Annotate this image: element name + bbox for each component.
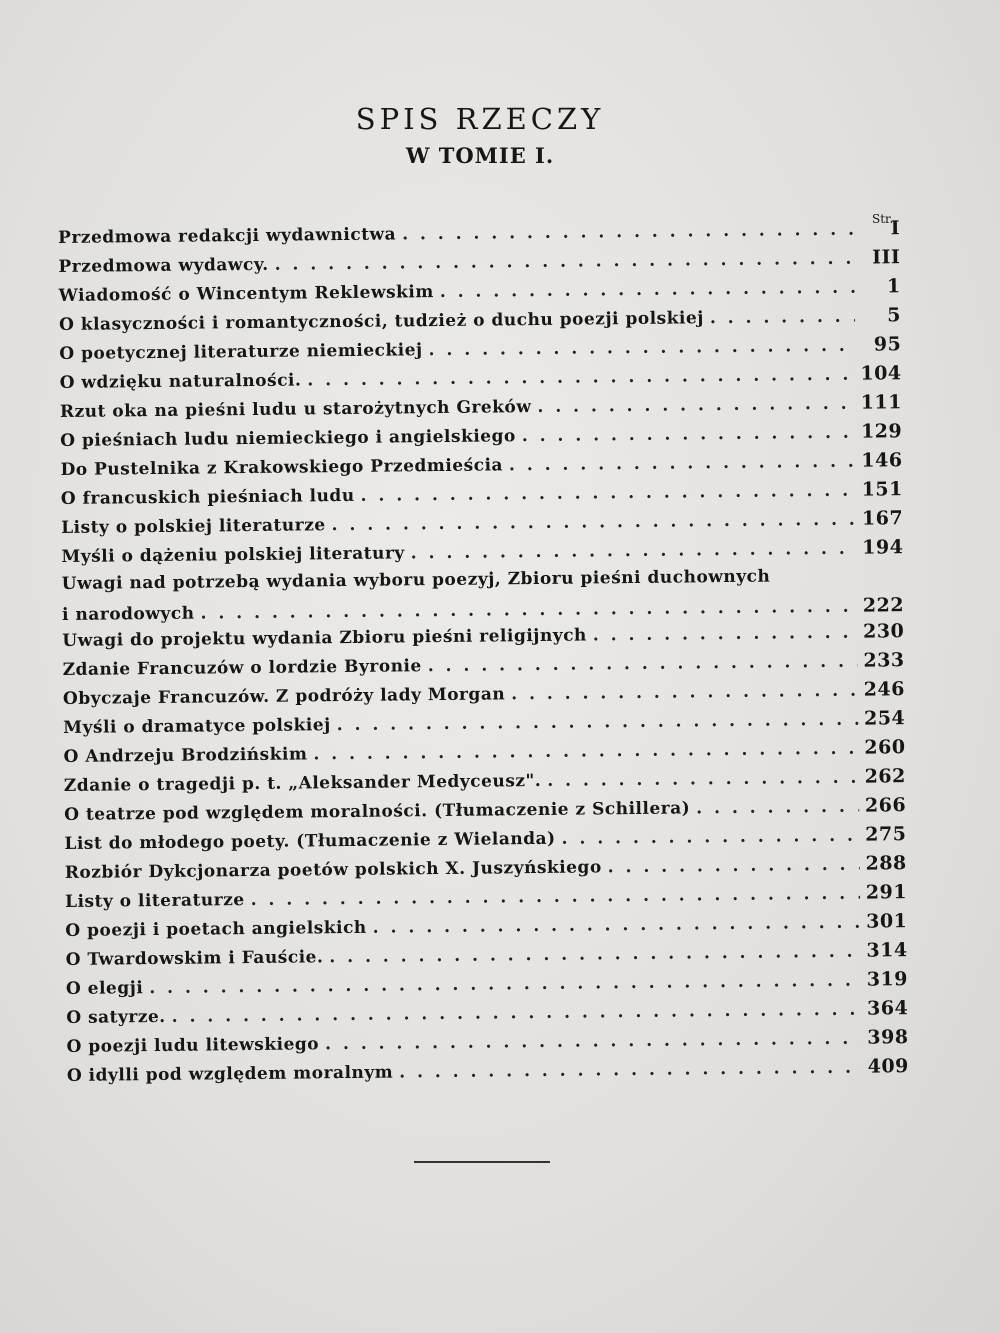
toc-entry-title: Zdanie o tragedji p. t. „Aleksander Medyceusz". [63, 770, 542, 796]
toc-entry-page: 1 [886, 275, 901, 298]
toc-entry-title: Zdanie Francuzów o lordzie Byronie [62, 656, 422, 680]
toc-entry-title: O satyrze. [66, 1006, 166, 1028]
toc-entry-page: 129 [860, 420, 903, 443]
toc-entry-page: 266 [864, 794, 907, 817]
toc-entry-title: Rozbiór Dykcjonarza poetów polskich X. Juszyńskiego [64, 857, 602, 883]
dot-leader [710, 307, 855, 329]
toc-entry-title: O teatrze pod względem moralności. (Tłumaczenie z Schillera) [64, 798, 691, 825]
toc-entry-page: 167 [861, 507, 904, 530]
toc-entry-page: 146 [861, 449, 903, 472]
toc-entry-title: Myśli o dążeniu polskiej literatury [61, 543, 405, 567]
dot-leader [562, 826, 860, 849]
dot-leader [313, 739, 858, 765]
dot-leader [275, 249, 855, 275]
dot-leader [511, 681, 858, 705]
toc-entry-page: 364 [866, 997, 909, 1020]
dot-leader [402, 220, 854, 245]
toc-entry-title: Przedmowa redakcji wydawnictwa [58, 224, 397, 248]
toc-entry-title: Przedmowa wydawcy. [58, 254, 269, 277]
toc-entry-page: 398 [867, 1026, 909, 1049]
table-of-contents [58, 217, 909, 1093]
dot-leader [149, 971, 861, 998]
toc-entry-page: 151 [861, 478, 903, 501]
toc-entry-title: O Andrzeju Brodzińskim [63, 744, 308, 767]
toc-entry-title: O poezji ludu litewskiego [66, 1034, 320, 1057]
toc-entry-page: 288 [865, 852, 907, 875]
end-rule [414, 1161, 550, 1163]
dot-leader [332, 510, 857, 535]
toc-entry-title: O poetycznej literaturze niemieckiej [59, 340, 423, 364]
dot-leader [547, 768, 859, 791]
toc-entry-title: List do młodego poety. (Tłumaczenie z Wielanda) [64, 828, 556, 854]
toc-entry-page: III [872, 246, 901, 269]
toc-entry-title: Listy o polskiej literaturze [61, 515, 326, 538]
toc-entry-title: Listy o literaturze [64, 890, 245, 912]
toc-entry-page: 222 [862, 594, 905, 617]
dot-leader [428, 652, 858, 676]
toc-entry-title: O Twardowskim i Fauście. [65, 947, 324, 970]
toc-entry-title: Uwagi do projektu wydania Zbioru pieśni religijnych [62, 625, 587, 651]
toc-entry-title: Myśli o dramatyce polskiej [63, 715, 331, 738]
dot-leader [537, 394, 855, 417]
toc-entry-page: 104 [860, 362, 902, 385]
dot-leader [200, 597, 857, 624]
toc-entry-title: O klasyczności i romantyczności, tudzież o duchu poezji polskiej [58, 308, 704, 335]
toc-entry-page: 275 [865, 823, 907, 846]
dot-leader [361, 481, 856, 506]
toc-entry-title: O poezji i poetach angielskich [65, 917, 367, 941]
toc-entry-page: 260 [864, 736, 906, 759]
toc-entry-title: Do Pustelnika z Krakowskiego Przedmieścia [60, 455, 504, 480]
toc-entry-title: O elegji [65, 978, 144, 999]
dot-leader [399, 1058, 862, 1083]
toc-entry-page: 246 [863, 678, 906, 701]
toc-entry-page: 230 [863, 620, 905, 643]
toc-entry-page: 409 [867, 1055, 909, 1078]
dot-leader [373, 913, 861, 938]
dot-leader [411, 539, 857, 564]
page-title: SPIS RZECZY [355, 102, 605, 136]
dot-leader [329, 942, 860, 968]
toc-entry-page: 5 [887, 304, 902, 327]
dot-leader [172, 1000, 862, 1027]
toc-entry-page: 194 [862, 536, 904, 559]
dot-leader [325, 1029, 861, 1055]
toc-entry-title: O wdzięku naturalności. [59, 370, 302, 393]
toc-entry-title: O francuskich pieśniach ludu [60, 485, 355, 509]
dot-leader [593, 623, 857, 646]
dot-leader [251, 884, 860, 910]
toc-entry-page: 301 [866, 910, 908, 933]
toc-entry-title: O pieśniach ludu niemieckiego i angielskiego [60, 426, 516, 451]
toc-entry-title: O idylli pod względem moralnym [66, 1062, 394, 1086]
toc-entry-title: i narodowych [61, 603, 195, 625]
toc-entry-page: 95 [873, 333, 902, 356]
toc-entry-page: I [890, 217, 901, 240]
dot-leader [337, 710, 859, 735]
dot-leader [429, 336, 856, 360]
dot-leader [696, 797, 859, 819]
page-subtitle: W TOMIE I. [405, 143, 555, 168]
toc-entry-page: 314 [866, 939, 908, 962]
dot-leader [608, 855, 860, 878]
toc-entry-page: 319 [866, 968, 909, 991]
dot-leader [522, 423, 855, 446]
toc-entry-title: Uwagi nad potrzebą wydania wyboru poezyj, Zbioru pieśni duchownych [61, 566, 771, 594]
toc-entry-page: 254 [863, 707, 906, 730]
toc-entry-page: 233 [863, 649, 905, 672]
dot-leader [440, 278, 855, 302]
toc-entry-page: 291 [865, 881, 908, 904]
page-column-label: Str. [872, 212, 894, 226]
toc-entry-title: Obyczaje Francuzów. Z podróży lady Morgan [62, 684, 506, 709]
dot-leader [307, 365, 854, 391]
toc-entry-title: Rzut oka na pieśni ludu u starożytnych Greków [59, 397, 532, 422]
toc-entry-page: 111 [860, 391, 903, 414]
toc-entry-title: Wiadomość o Wincentym Reklewskim [58, 282, 434, 306]
dot-leader [509, 452, 856, 476]
toc-entry-page: 262 [864, 765, 906, 788]
